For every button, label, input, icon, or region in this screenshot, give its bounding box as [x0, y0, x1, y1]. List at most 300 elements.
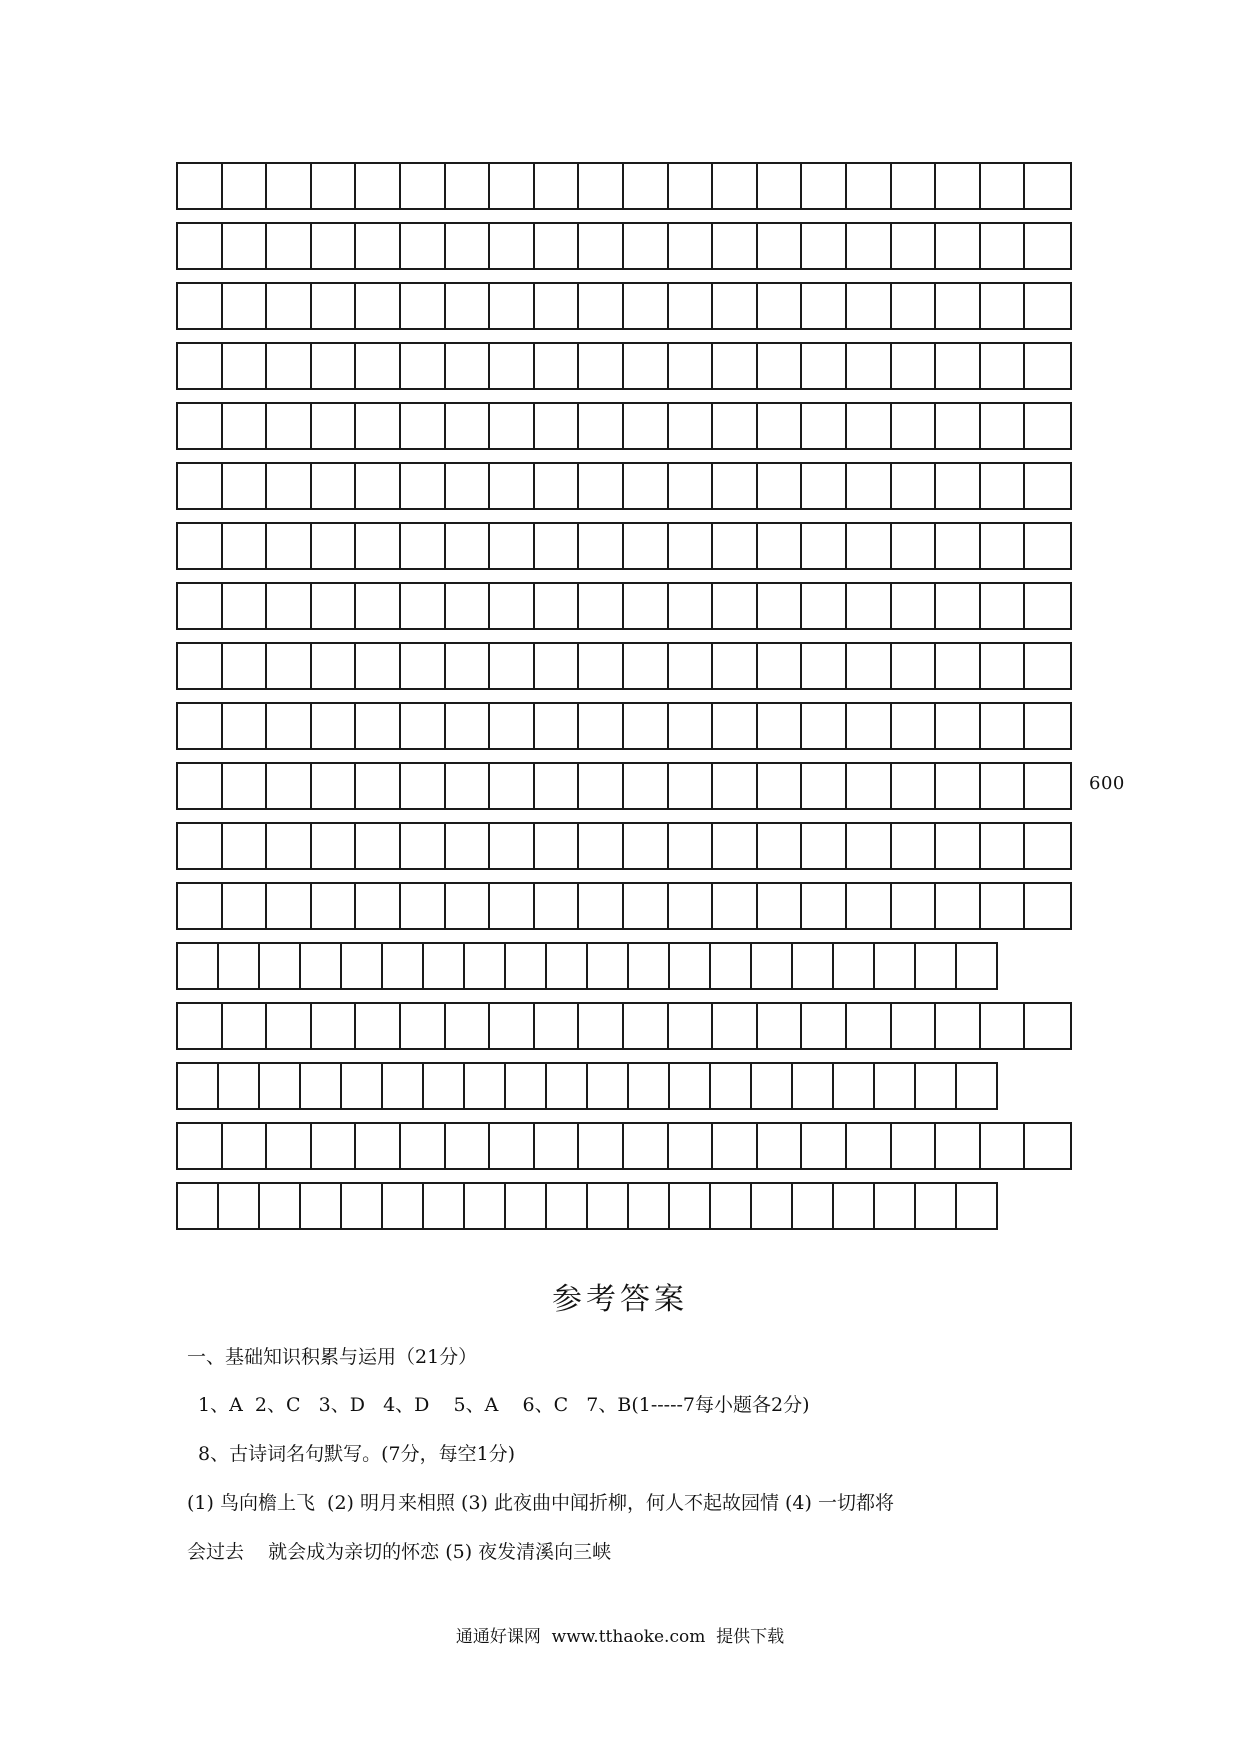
- grid-cell: [178, 1004, 223, 1048]
- grid-cell: [535, 1124, 580, 1168]
- grid-cell: [312, 464, 357, 508]
- grid-cell: [535, 584, 580, 628]
- grid-row: [176, 702, 1072, 750]
- grid-cell: [356, 464, 401, 508]
- grid-cell: [629, 1064, 670, 1108]
- grid-cell: [892, 344, 937, 388]
- grid-cell: [446, 284, 491, 328]
- grid-cell: [356, 164, 401, 208]
- grid-cell: [758, 344, 803, 388]
- grid-cell: [223, 224, 268, 268]
- grid-cell: [490, 764, 535, 808]
- grid-cell: [465, 1184, 506, 1228]
- grid-cell: [758, 464, 803, 508]
- grid-cell: [847, 464, 892, 508]
- grid-cell: [847, 1124, 892, 1168]
- grid-cell: [624, 704, 669, 748]
- grid-cell: [892, 584, 937, 628]
- grid-cell: [178, 284, 223, 328]
- grid-cell: [579, 764, 624, 808]
- grid-cell: [713, 824, 758, 868]
- grid-cell: [892, 764, 937, 808]
- grid-cell: [301, 1064, 342, 1108]
- grid-cell: [981, 584, 1026, 628]
- grid-cell: [669, 884, 714, 928]
- grid-cell: [356, 584, 401, 628]
- grid-cell: [588, 944, 629, 988]
- grid-cell: [579, 884, 624, 928]
- grid-cell: [260, 1064, 301, 1108]
- grid-cell: [758, 224, 803, 268]
- grid-cell: [629, 1184, 670, 1228]
- grid-cell: [219, 1064, 260, 1108]
- grid-cell: [670, 1184, 711, 1228]
- grid-cell: [579, 224, 624, 268]
- grid-cell: [669, 224, 714, 268]
- grid-cell: [981, 344, 1026, 388]
- grid-cell: [758, 704, 803, 748]
- grid-cell: [401, 1124, 446, 1168]
- grid-cell: [1025, 644, 1070, 688]
- grid-cell: [260, 1184, 301, 1228]
- grid-cell: [981, 704, 1026, 748]
- grid-cell: [711, 944, 752, 988]
- grid-cell: [936, 524, 981, 568]
- grid-cell: [624, 524, 669, 568]
- grid-cell: [802, 524, 847, 568]
- grid-cell: [669, 1004, 714, 1048]
- grid-cell: [178, 464, 223, 508]
- grid-cell: [981, 884, 1026, 928]
- grid-cell: [465, 944, 506, 988]
- grid-cell: [260, 944, 301, 988]
- grid-cell: [1025, 1004, 1070, 1048]
- grid-cell: [670, 944, 711, 988]
- grid-cell: [401, 344, 446, 388]
- grid-cell: [490, 824, 535, 868]
- grid-cell: [446, 464, 491, 508]
- grid-cell: [892, 644, 937, 688]
- grid-cell: [579, 704, 624, 748]
- grid-cell: [1025, 344, 1070, 388]
- grid-cell: [624, 464, 669, 508]
- grid-cell: [223, 1124, 268, 1168]
- grid-cell: [847, 824, 892, 868]
- grid-cell: [579, 524, 624, 568]
- grid-cell: [535, 1004, 580, 1048]
- grid-cell: [579, 1124, 624, 1168]
- grid-cell: [669, 524, 714, 568]
- grid-cell: [713, 164, 758, 208]
- grid-cell: [802, 344, 847, 388]
- grid-cell: [981, 644, 1026, 688]
- question-8-answers-line-1: (1) 鸟向檐上飞 (2) 明月来相照 (3) 此夜曲中闻折柳，何人不起故园情 (4) 一切都将: [187, 1492, 894, 1514]
- grid-row: [176, 282, 1072, 330]
- grid-cell: [579, 464, 624, 508]
- grid-cell: [223, 824, 268, 868]
- grid-cell: [267, 704, 312, 748]
- grid-cell: [446, 704, 491, 748]
- grid-cell: [802, 1124, 847, 1168]
- grid-cell: [758, 1004, 803, 1048]
- grid-cell: [981, 404, 1026, 448]
- grid-cell: [847, 344, 892, 388]
- grid-cell: [981, 284, 1026, 328]
- grid-cell: [506, 1184, 547, 1228]
- grid-cell: [535, 224, 580, 268]
- grid-cell: [356, 764, 401, 808]
- grid-cell: [847, 284, 892, 328]
- grid-cell: [401, 164, 446, 208]
- grid-cell: [875, 1184, 916, 1228]
- grid-cell: [981, 464, 1026, 508]
- grid-cell: [535, 644, 580, 688]
- grid-cell: [223, 764, 268, 808]
- grid-cell: [624, 764, 669, 808]
- grid-cell: [981, 1124, 1026, 1168]
- grid-cell: [670, 1064, 711, 1108]
- grid-cell: [1025, 704, 1070, 748]
- grid-cell: [758, 764, 803, 808]
- grid-row: [176, 1122, 1072, 1170]
- grid-row: [176, 462, 1072, 510]
- grid-cell: [847, 584, 892, 628]
- grid-cell: [802, 464, 847, 508]
- grid-cell: [588, 1064, 629, 1108]
- grid-cell: [178, 704, 223, 748]
- grid-cell: [936, 824, 981, 868]
- grid-cell: [892, 1004, 937, 1048]
- grid-cell: [936, 584, 981, 628]
- grid-row: [176, 822, 1072, 870]
- grid-cell: [178, 764, 223, 808]
- grid-cell: [219, 1184, 260, 1228]
- grid-cell: [758, 1124, 803, 1168]
- grid-cell: [669, 824, 714, 868]
- grid-cell: [936, 764, 981, 808]
- grid-cell: [446, 1124, 491, 1168]
- grid-row: [176, 882, 1072, 930]
- grid-cell: [713, 464, 758, 508]
- grid-cell: [446, 584, 491, 628]
- grid-cell: [446, 344, 491, 388]
- grid-cell: [981, 764, 1026, 808]
- grid-cell: [401, 764, 446, 808]
- grid-cell: [301, 944, 342, 988]
- grid-row: [176, 162, 1072, 210]
- grid-cell: [535, 524, 580, 568]
- grid-cell: [223, 164, 268, 208]
- grid-cell: [802, 404, 847, 448]
- grid-cell: [579, 824, 624, 868]
- grid-cell: [356, 1004, 401, 1048]
- grid-cell: [802, 284, 847, 328]
- grid-cell: [834, 1064, 875, 1108]
- grid-cell: [875, 1064, 916, 1108]
- grid-cell: [802, 824, 847, 868]
- grid-cell: [957, 1184, 996, 1228]
- grid-cell: [579, 284, 624, 328]
- grid-cell: [981, 824, 1026, 868]
- grid-cell: [957, 944, 996, 988]
- grid-cell: [178, 1124, 223, 1168]
- grid-cell: [713, 224, 758, 268]
- grid-cell: [223, 1004, 268, 1048]
- grid-cell: [624, 584, 669, 628]
- grid-cell: [1025, 284, 1070, 328]
- grid-cell: [424, 1184, 465, 1228]
- grid-row: [176, 762, 1072, 810]
- grid-cell: [669, 1124, 714, 1168]
- grid-row: [176, 1002, 1072, 1050]
- grid-cell: [342, 944, 383, 988]
- grid-cell: [892, 524, 937, 568]
- grid-cell: [892, 704, 937, 748]
- grid-cell: [223, 344, 268, 388]
- grid-cell: [1025, 404, 1070, 448]
- grid-cell: [802, 764, 847, 808]
- grid-cell: [669, 164, 714, 208]
- grid-cell: [401, 584, 446, 628]
- grid-cell: [490, 344, 535, 388]
- grid-cell: [847, 404, 892, 448]
- grid-cell: [713, 584, 758, 628]
- grid-cell: [981, 164, 1026, 208]
- grid-cell: [847, 524, 892, 568]
- grid-cell: [892, 824, 937, 868]
- grid-cell: [267, 284, 312, 328]
- grid-cell: [401, 524, 446, 568]
- grid-cell: [401, 704, 446, 748]
- grid-cell: [547, 1064, 588, 1108]
- grid-cell: [490, 404, 535, 448]
- grid-cell: [490, 644, 535, 688]
- grid-cell: [669, 764, 714, 808]
- grid-cell: [579, 584, 624, 628]
- grid-cell: [424, 944, 465, 988]
- grid-cell: [752, 944, 793, 988]
- grid-cell: [802, 704, 847, 748]
- grid-cell: [916, 944, 957, 988]
- grid-cell: [579, 1004, 624, 1048]
- grid-cell: [267, 1004, 312, 1048]
- grid-cell: [669, 404, 714, 448]
- grid-cell: [312, 164, 357, 208]
- grid-cell: [802, 1004, 847, 1048]
- grid-cell: [713, 644, 758, 688]
- choice-answers: 1、A 2、C 3、D 4、D 5、A 6、C 7、B(1-----7每小题各2分): [198, 1394, 810, 1416]
- grid-row: [176, 642, 1072, 690]
- grid-cell: [223, 404, 268, 448]
- grid-cell: [713, 1004, 758, 1048]
- grid-cell: [1025, 1124, 1070, 1168]
- grid-cell: [713, 884, 758, 928]
- grid-cell: [847, 644, 892, 688]
- footer-credit: 通通好课网 www.tthaoke.com 提供下载: [455, 1627, 785, 1647]
- grid-cell: [892, 284, 937, 328]
- grid-cell: [579, 164, 624, 208]
- grid-cell: [1025, 224, 1070, 268]
- grid-cell: [356, 284, 401, 328]
- grid-cell: [758, 824, 803, 868]
- grid-cell: [535, 884, 580, 928]
- grid-cell: [875, 944, 916, 988]
- grid-cell: [383, 1064, 424, 1108]
- grid-cell: [490, 884, 535, 928]
- grid-cell: [711, 1184, 752, 1228]
- grid-cell: [624, 284, 669, 328]
- grid-cell: [356, 704, 401, 748]
- grid-row: [176, 222, 1072, 270]
- grid-row: [176, 1062, 998, 1110]
- grid-cell: [401, 644, 446, 688]
- grid-cell: [312, 584, 357, 628]
- grid-cell: [669, 704, 714, 748]
- grid-cell: [490, 464, 535, 508]
- grid-cell: [401, 884, 446, 928]
- grid-cell: [793, 1064, 834, 1108]
- grid-cell: [936, 1004, 981, 1048]
- grid-cell: [834, 944, 875, 988]
- grid-cell: [936, 404, 981, 448]
- grid-cell: [1025, 464, 1070, 508]
- grid-cell: [936, 884, 981, 928]
- grid-cell: [752, 1184, 793, 1228]
- grid-cell: [892, 164, 937, 208]
- grid-cell: [624, 224, 669, 268]
- grid-cell: [267, 344, 312, 388]
- grid-cell: [624, 164, 669, 208]
- section-heading: 一、基础知识积累与运用（21分）: [187, 1346, 478, 1368]
- grid-cell: [847, 224, 892, 268]
- grid-cell: [465, 1064, 506, 1108]
- grid-cell: [957, 1064, 996, 1108]
- grid-cell: [312, 404, 357, 448]
- grid-cell: [758, 164, 803, 208]
- grid-cell: [490, 224, 535, 268]
- question-8-heading: 8、古诗词名句默写。(7分，每空1分): [198, 1443, 516, 1465]
- grid-row: [176, 582, 1072, 630]
- grid-cell: [669, 584, 714, 628]
- grid-cell: [1025, 164, 1070, 208]
- grid-cell: [178, 884, 223, 928]
- grid-cell: [892, 464, 937, 508]
- grid-cell: [446, 884, 491, 928]
- grid-cell: [535, 284, 580, 328]
- grid-cell: [936, 164, 981, 208]
- grid-cell: [312, 284, 357, 328]
- grid-cell: [669, 284, 714, 328]
- grid-cell: [713, 764, 758, 808]
- grid-cell: [178, 944, 219, 988]
- grid-cell: [834, 1184, 875, 1228]
- grid-cell: [535, 164, 580, 208]
- grid-row: [176, 522, 1072, 570]
- grid-cell: [356, 1124, 401, 1168]
- grid-cell: [401, 224, 446, 268]
- grid-cell: [312, 644, 357, 688]
- grid-cell: [758, 404, 803, 448]
- grid-cell: [356, 644, 401, 688]
- grid-cell: [713, 704, 758, 748]
- grid-cell: [981, 524, 1026, 568]
- grid-cell: [936, 1124, 981, 1168]
- grid-cell: [713, 344, 758, 388]
- grid-row: [176, 402, 1072, 450]
- grid-cell: [579, 644, 624, 688]
- grid-cell: [223, 584, 268, 628]
- grid-cell: [713, 284, 758, 328]
- grid-cell: [178, 824, 223, 868]
- grid-cell: [579, 404, 624, 448]
- grid-cell: [312, 824, 357, 868]
- grid-cell: [711, 1064, 752, 1108]
- grid-cell: [401, 404, 446, 448]
- grid-cell: [624, 1124, 669, 1168]
- grid-cell: [802, 884, 847, 928]
- word-count-marker: 600: [1089, 773, 1125, 794]
- grid-cell: [1025, 884, 1070, 928]
- grid-cell: [490, 704, 535, 748]
- grid-cell: [446, 524, 491, 568]
- grid-cell: [267, 764, 312, 808]
- grid-cell: [178, 224, 223, 268]
- grid-cell: [223, 464, 268, 508]
- grid-cell: [669, 464, 714, 508]
- grid-cell: [506, 1064, 547, 1108]
- grid-cell: [916, 1064, 957, 1108]
- grid-cell: [446, 224, 491, 268]
- grid-cell: [223, 284, 268, 328]
- grid-cell: [401, 464, 446, 508]
- grid-cell: [223, 644, 268, 688]
- grid-cell: [936, 704, 981, 748]
- grid-cell: [669, 344, 714, 388]
- grid-cell: [547, 1184, 588, 1228]
- grid-cell: [535, 464, 580, 508]
- grid-cell: [624, 824, 669, 868]
- grid-cell: [178, 584, 223, 628]
- grid-cell: [490, 164, 535, 208]
- grid-cell: [892, 404, 937, 448]
- grid-cell: [752, 1064, 793, 1108]
- grid-cell: [802, 164, 847, 208]
- grid-cell: [981, 224, 1026, 268]
- grid-cell: [981, 1004, 1026, 1048]
- grid-cell: [802, 644, 847, 688]
- grid-cell: [847, 704, 892, 748]
- grid-cell: [535, 824, 580, 868]
- grid-cell: [713, 524, 758, 568]
- grid-cell: [506, 944, 547, 988]
- grid-cell: [624, 884, 669, 928]
- grid-cell: [758, 284, 803, 328]
- grid-cell: [312, 1004, 357, 1048]
- grid-cell: [802, 584, 847, 628]
- grid-cell: [401, 1004, 446, 1048]
- grid-cell: [624, 404, 669, 448]
- grid-cell: [267, 584, 312, 628]
- grid-cell: [535, 764, 580, 808]
- grid-cell: [312, 224, 357, 268]
- grid-cell: [424, 1064, 465, 1108]
- grid-cell: [178, 404, 223, 448]
- grid-cell: [793, 1184, 834, 1228]
- grid-row: [176, 942, 998, 990]
- grid-cell: [1025, 824, 1070, 868]
- grid-cell: [401, 824, 446, 868]
- grid-cell: [301, 1184, 342, 1228]
